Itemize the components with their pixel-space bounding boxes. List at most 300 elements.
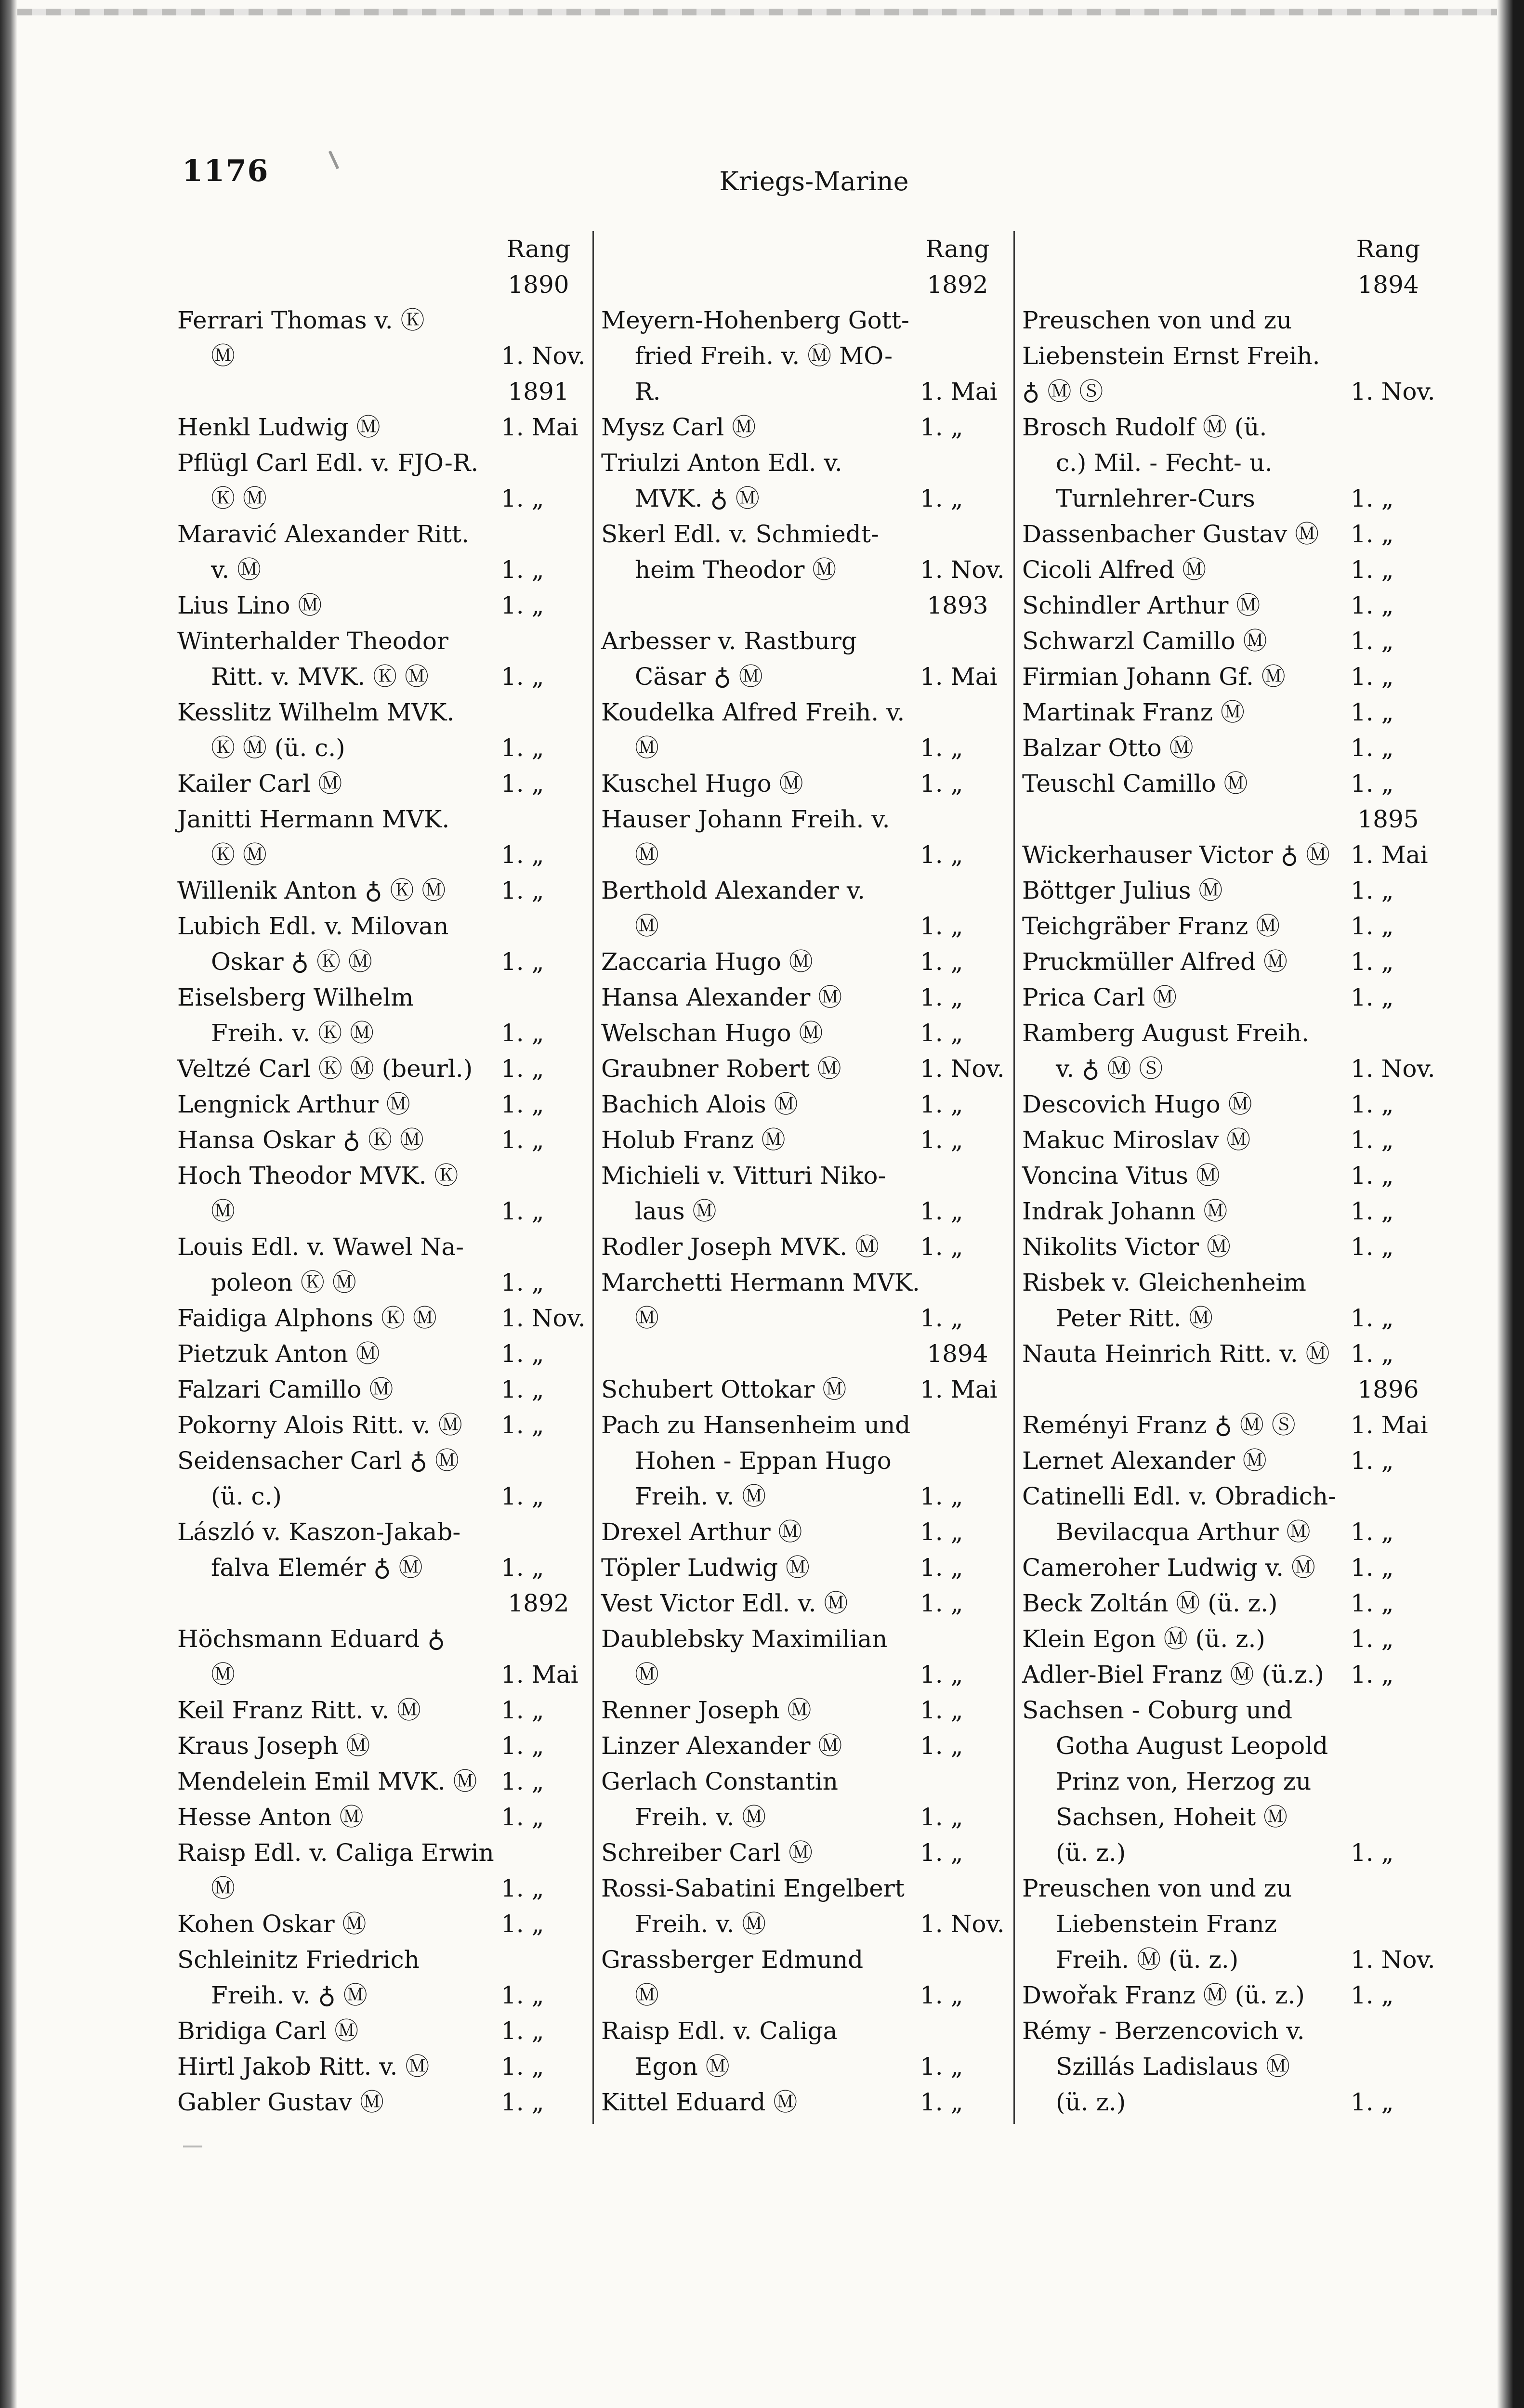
officer-entry: Ⓜ — [635, 734, 659, 762]
year-heading: 1892 — [508, 1589, 569, 1617]
rank-date: 1. „ — [920, 1803, 963, 1831]
rank-date: 1. „ — [1351, 1090, 1394, 1118]
roster-row — [601, 1372, 1006, 1407]
officer-entry: Keil Franz Ritt. v. Ⓜ — [177, 1696, 421, 1724]
rank-date: 1. Mai — [920, 663, 998, 691]
rank-date: 1. „ — [920, 1554, 963, 1582]
rank-date: 1. „ — [1351, 1233, 1394, 1261]
roster-row — [177, 409, 587, 445]
officer-entry: Schubert Ottokar Ⓜ — [601, 1375, 847, 1403]
officer-entry: Lubich Edl. v. Milovan — [177, 912, 449, 940]
roster-row — [601, 588, 1006, 623]
roster-row — [1022, 1657, 1436, 1692]
rank-date: 1. „ — [920, 1233, 963, 1261]
officer-entry: Ⓜ — [635, 912, 659, 940]
rank-date: 1. „ — [920, 2053, 963, 2081]
roster-row — [177, 1977, 587, 2013]
officer-entry: Hansa Alexander Ⓜ — [601, 983, 842, 1011]
rank-date: 1. Nov. — [1351, 378, 1435, 406]
roster-row — [1022, 1229, 1436, 1265]
rank-date: 1. „ — [920, 912, 963, 940]
rank-date: 1. „ — [501, 1126, 544, 1154]
officer-entry: ♁ Ⓜ Ⓢ — [1022, 378, 1104, 406]
roster-row — [1022, 552, 1436, 588]
rank-date: 1. „ — [920, 1839, 963, 1867]
year-heading: 1896 — [1357, 1375, 1419, 1403]
roster-row — [601, 1443, 1006, 1479]
officer-entry: Hansa Oskar ♁ Ⓚ Ⓜ — [177, 1126, 424, 1154]
officer-entry: Risbek v. Gleichenheim — [1022, 1269, 1306, 1296]
officer-entry: Gotha August Leopold — [1056, 1732, 1328, 1760]
roster-row — [177, 1158, 587, 1193]
officer-entry: Freih. v. Ⓜ — [635, 1803, 766, 1831]
roster-row — [1022, 1479, 1436, 1514]
roster-row — [1022, 481, 1436, 516]
roster-row — [601, 409, 1006, 445]
rank-date: 1. „ — [1351, 1625, 1394, 1653]
rank-date: 1. „ — [920, 1482, 963, 1510]
officer-entry: Raisp Edl. v. Caliga Erwin — [177, 1839, 494, 1867]
roster-row — [601, 730, 1006, 766]
officer-entry: Teuschl Camillo Ⓜ — [1022, 770, 1248, 798]
roster-row — [601, 481, 1006, 516]
rank-date: 1. „ — [920, 1518, 963, 1546]
roster-row — [177, 2084, 587, 2120]
roster-row — [601, 2084, 1006, 2120]
roster-row — [1022, 267, 1436, 302]
roster-row — [1022, 1550, 1436, 1585]
roster-row — [1022, 1372, 1436, 1407]
roster-row — [177, 837, 587, 873]
roster-row — [177, 1799, 587, 1835]
officer-entry: Ramberg August Freih. — [1022, 1019, 1309, 1047]
officer-entry: Ⓜ — [211, 342, 235, 370]
year-heading: 1894 — [927, 1340, 988, 1368]
roster-row — [1022, 338, 1436, 374]
roster-row — [601, 2049, 1006, 2084]
roster-row — [601, 552, 1006, 588]
officer-entry: Freih. v. Ⓜ — [635, 1482, 766, 1510]
officer-entry: Kesslitz Wilhelm MVK. — [177, 698, 455, 726]
officer-entry: Meyern-Hohenberg Gott- — [601, 306, 909, 334]
officer-entry: Kraus Joseph Ⓜ — [177, 1732, 370, 1760]
roster-row — [177, 1443, 587, 1479]
officer-entry: Nikolits Victor Ⓜ — [1022, 1233, 1231, 1261]
rank-date: 1. „ — [501, 1197, 544, 1225]
roster-row — [601, 1193, 1006, 1229]
year-heading: 1892 — [927, 271, 988, 299]
roster-row — [177, 873, 587, 908]
roster-row — [177, 659, 587, 694]
roster-row — [177, 1229, 587, 1265]
officer-entry: Descovich Hugo Ⓜ — [1022, 1090, 1252, 1118]
officer-entry: v. ♁ Ⓜ Ⓢ — [1056, 1055, 1163, 1083]
roster-row — [177, 516, 587, 552]
rank-date: 1. Mai — [1351, 1411, 1428, 1439]
roster-row — [177, 801, 587, 837]
roster-row — [601, 1871, 1006, 1906]
rank-date: 1. „ — [1351, 877, 1394, 904]
roster-row — [1022, 873, 1436, 908]
rank-date: 1. „ — [920, 1696, 963, 1724]
officer-entry: Firmian Johann Gf. Ⓜ — [1022, 663, 1286, 691]
officer-entry: Holub Franz Ⓜ — [601, 1126, 786, 1154]
rank-date: 1. „ — [1351, 1197, 1394, 1225]
roster-row — [1022, 1942, 1436, 1977]
roster-row — [1022, 980, 1436, 1015]
roster-row — [177, 1764, 587, 1799]
roster-row — [601, 873, 1006, 908]
rank-date: 1. „ — [920, 1732, 963, 1760]
roster-row — [177, 1585, 587, 1621]
rank-column-header: Rang — [925, 235, 990, 263]
rank-date: 1. „ — [920, 1019, 963, 1047]
scan-top-edge — [17, 9, 1497, 15]
roster-row — [177, 1336, 587, 1372]
rank-date: 1. „ — [501, 591, 544, 619]
officer-entry: Catinelli Edl. v. Obradich- — [1022, 1482, 1337, 1510]
roster-row — [177, 2013, 587, 2049]
officer-entry: Ⓜ — [211, 1874, 235, 1902]
roster-row — [177, 1657, 587, 1692]
rank-date: 1. „ — [920, 770, 963, 798]
officer-entry: Freih. v. Ⓚ Ⓜ — [211, 1019, 374, 1047]
roster-row — [1022, 1799, 1436, 1835]
officer-entry: Preuschen von und zu — [1022, 1874, 1292, 1902]
officer-entry: Rémy - Berzencovich v. — [1022, 2017, 1305, 2045]
rank-date: 1. „ — [501, 2088, 544, 2116]
officer-entry: Lius Lino Ⓜ — [177, 591, 322, 619]
rank-date: 1. „ — [920, 841, 963, 869]
officer-entry: Egon Ⓜ — [635, 2053, 730, 2081]
officer-entry: Eiselsberg Wilhelm — [177, 983, 414, 1011]
roster-row — [601, 1336, 1006, 1372]
rank-date: 1. Nov. — [1351, 1946, 1435, 1974]
roster-row — [601, 623, 1006, 659]
officer-entry: fried Freih. v. Ⓜ MO- — [635, 342, 893, 370]
roster-row — [1022, 409, 1436, 445]
roster-row — [1022, 445, 1436, 481]
rank-date: 1. „ — [501, 734, 544, 762]
rank-date: 1. „ — [1351, 1304, 1394, 1332]
roster-row — [177, 1479, 587, 1514]
roster-row — [177, 766, 587, 801]
officer-entry: Janitti Hermann MVK. — [177, 805, 450, 833]
roster-row — [601, 1942, 1006, 1977]
roster-row — [1022, 801, 1436, 837]
year-heading: 1893 — [927, 591, 988, 619]
rank-date: 1. „ — [920, 948, 963, 976]
roster-row — [1022, 2013, 1436, 2049]
officer-entry: heim Theodor Ⓜ — [635, 556, 837, 584]
rank-date: 1. „ — [501, 1340, 544, 1368]
rank-date: 1. „ — [501, 1482, 544, 1510]
officer-entry: Michieli v. Vitturi Niko- — [601, 1162, 886, 1190]
officer-entry: Töpler Ludwig Ⓜ — [601, 1554, 810, 1582]
officer-entry: Brosch Rudolf Ⓜ (ü. — [1022, 413, 1267, 441]
officer-entry: Gerlach Constantin — [601, 1767, 838, 1795]
roster-row — [1022, 730, 1436, 766]
officer-entry: Daublebsky Maximilian — [601, 1625, 888, 1653]
roster-row — [177, 1514, 587, 1550]
rank-date: 1. „ — [1351, 484, 1394, 512]
officer-entry: Oskar ♁ Ⓚ Ⓜ — [211, 948, 372, 976]
rank-date: 1. „ — [920, 484, 963, 512]
officer-entry: Prinz von, Herzog zu — [1056, 1767, 1312, 1795]
roster-row — [177, 1942, 587, 1977]
officer-entry: Louis Edl. v. Wawel Na- — [177, 1233, 464, 1261]
officer-entry: c.) Mil. - Fecht- u. — [1056, 449, 1273, 477]
roster-row — [601, 1585, 1006, 1621]
rank-date: 1. Nov. — [920, 1055, 1005, 1083]
rank-date: 1. „ — [1351, 948, 1394, 976]
officer-entry: Lengnick Arthur Ⓜ — [177, 1090, 410, 1118]
rank-date: 1. „ — [501, 1910, 544, 1938]
roster-row — [1022, 1977, 1436, 2013]
roster-row — [1022, 1193, 1436, 1229]
roster-row — [601, 1479, 1006, 1514]
rank-date: 1. „ — [1351, 520, 1394, 548]
rank-date: 1. „ — [1351, 1661, 1394, 1688]
officer-entry: Drexel Arthur Ⓜ — [601, 1518, 802, 1546]
roster-row — [1022, 1585, 1436, 1621]
roster-row — [1022, 766, 1436, 801]
officer-entry: Dassenbacher Gustav Ⓜ — [1022, 520, 1319, 548]
roster-row — [1022, 1728, 1436, 1764]
rank-date: 1. „ — [920, 1304, 963, 1332]
rank-date: 1. „ — [501, 770, 544, 798]
officer-entry: Ferrari Thomas v. Ⓚ — [177, 306, 425, 334]
roster-row — [601, 801, 1006, 837]
rank-date: 1. „ — [501, 877, 544, 904]
roster-row — [1022, 231, 1436, 267]
roster-row — [1022, 1835, 1436, 1871]
rank-date: 1. „ — [501, 1019, 544, 1047]
officer-entry: Lernet Alexander Ⓜ — [1022, 1447, 1267, 1475]
officer-entry: Koudelka Alfred Freih. v. — [601, 698, 905, 726]
roster-row — [601, 1300, 1006, 1336]
officer-entry: Gabler Gustav Ⓜ — [177, 2088, 384, 2116]
roster-row — [601, 837, 1006, 873]
roster-row — [177, 338, 587, 374]
officer-entry: Schindler Arthur Ⓜ — [1022, 591, 1261, 619]
rank-date: 1. „ — [920, 983, 963, 1011]
roster-row — [177, 445, 587, 481]
roster-column-2 — [601, 231, 1006, 2158]
rank-date: 1. „ — [1351, 1162, 1394, 1190]
roster-row — [1022, 516, 1436, 552]
rank-date: 1. „ — [501, 1411, 544, 1439]
officer-entry: MVK. ♁ Ⓜ — [635, 484, 760, 512]
roster-row — [1022, 1015, 1436, 1051]
officer-entry: (ü. z.) — [1056, 2088, 1126, 2116]
officer-entry: Bridiga Carl Ⓜ — [177, 2017, 359, 2045]
officer-entry: Bachich Alois Ⓜ — [601, 1090, 798, 1118]
ink-mark — [328, 151, 339, 170]
officer-entry: Seidensacher Carl ♁ Ⓜ — [177, 1447, 459, 1475]
officer-entry: Faidiga Alphons Ⓚ Ⓜ — [177, 1304, 437, 1332]
roster-row — [1022, 2084, 1436, 2120]
officer-entry: poleon Ⓚ Ⓜ — [211, 1269, 356, 1296]
rank-date: 1. „ — [1351, 1589, 1394, 1617]
officer-entry: Triulzi Anton Edl. v. — [601, 449, 842, 477]
roster-row — [601, 659, 1006, 694]
roster-row — [601, 1229, 1006, 1265]
roster-row — [1022, 302, 1436, 338]
roster-row — [1022, 623, 1436, 659]
column-divider — [592, 231, 594, 2124]
rank-date: 1. „ — [501, 1732, 544, 1760]
officer-entry: Hesse Anton Ⓜ — [177, 1803, 364, 1831]
roster-row — [601, 1764, 1006, 1799]
officer-entry: Ⓜ — [635, 841, 659, 869]
roster-row — [177, 1372, 587, 1407]
roster-row — [601, 1799, 1006, 1835]
officer-entry: Teichgräber Franz Ⓜ — [1022, 912, 1280, 940]
roster-row — [601, 944, 1006, 980]
officer-entry: Höchsmann Eduard ♁ — [177, 1625, 445, 1653]
officer-entry: Ⓜ — [211, 1197, 235, 1225]
roster-row — [1022, 1443, 1436, 1479]
roster-row — [601, 1051, 1006, 1086]
roster-row — [177, 1692, 587, 1728]
rank-date: 1. „ — [501, 556, 544, 584]
officer-entry: Falzari Camillo Ⓜ — [177, 1375, 394, 1403]
roster-row — [177, 1051, 587, 1086]
roster-row — [177, 730, 587, 766]
roster-row — [177, 1407, 587, 1443]
year-heading: 1891 — [508, 378, 569, 406]
roster-row — [1022, 374, 1436, 409]
roster-row — [601, 1621, 1006, 1657]
officer-entry: Freih. Ⓜ (ü. z.) — [1056, 1946, 1239, 1974]
rank-date: 1. „ — [1351, 770, 1394, 798]
rank-date: 1. „ — [920, 413, 963, 441]
rank-date: 1. „ — [920, 1126, 963, 1154]
officer-entry: Martinak Franz Ⓜ — [1022, 698, 1245, 726]
roster-row — [1022, 1621, 1436, 1657]
officer-entry: Peter Ritt. Ⓜ — [1056, 1304, 1213, 1332]
roster-row — [177, 1122, 587, 1158]
rank-date: 1. „ — [1351, 1340, 1394, 1368]
officer-entry: Prica Carl Ⓜ — [1022, 983, 1177, 1011]
officer-entry: v. Ⓜ — [211, 556, 262, 584]
column-divider — [1013, 231, 1015, 2124]
roster-row — [177, 1621, 587, 1657]
roster-row — [177, 267, 587, 302]
officer-entry: Berthold Alexander v. — [601, 877, 866, 904]
officer-entry: Voncina Vitus Ⓜ — [1022, 1162, 1220, 1190]
roster-row — [1022, 944, 1436, 980]
officer-entry: Ⓚ Ⓜ — [211, 484, 267, 512]
rank-date: 1. Nov. — [1351, 1055, 1435, 1083]
officer-entry: Veltzé Carl Ⓚ Ⓜ (beurl.) — [177, 1055, 473, 1083]
rank-date: 1. „ — [501, 1055, 544, 1083]
roster-row — [177, 1835, 587, 1871]
rank-date: 1. „ — [501, 1554, 544, 1582]
officer-entry: Preuschen von und zu — [1022, 306, 1292, 334]
officer-entry: László v. Kaszon-Jakab- — [177, 1518, 461, 1546]
roster-row — [177, 588, 587, 623]
officer-entry: Arbesser v. Rastburg — [601, 627, 857, 655]
officer-entry: Reményi Franz ♁ Ⓜ Ⓢ — [1022, 1411, 1296, 1439]
rank-date: 1. „ — [501, 663, 544, 691]
officer-entry: (ü. z.) — [1056, 1839, 1126, 1867]
rank-date: 1. Mai — [920, 1375, 998, 1403]
rank-date: 1. „ — [1351, 556, 1394, 584]
officer-entry: Schleinitz Friedrich — [177, 1946, 420, 1974]
roster-row — [1022, 659, 1436, 694]
page-number: 1176 — [182, 153, 269, 188]
officer-entry: Balzar Otto Ⓜ — [1022, 734, 1194, 762]
officer-entry: Rossi-Sabatini Engelbert — [601, 1874, 905, 1902]
rank-date: 1. „ — [501, 948, 544, 976]
roster-row — [1022, 588, 1436, 623]
scan-edge-left — [0, 0, 17, 2408]
officer-entry: Makuc Miroslav Ⓜ — [1022, 1126, 1251, 1154]
roster-row — [1022, 1336, 1436, 1372]
roster-row — [177, 481, 587, 516]
scan-edge-right — [1497, 0, 1524, 2408]
roster-row — [601, 1906, 1006, 1942]
roster-row — [1022, 1158, 1436, 1193]
officer-entry: Raisp Edl. v. Caliga — [601, 2017, 838, 2045]
rank-date: 1. Nov. — [920, 1910, 1005, 1938]
roster-row — [177, 231, 587, 267]
rank-date: 1. Mai — [501, 413, 578, 441]
officer-entry: Kuschel Hugo Ⓜ — [601, 770, 803, 798]
rank-date: 1. „ — [920, 1981, 963, 2009]
rank-date: 1. „ — [1351, 1839, 1394, 1867]
roster-row — [1022, 1122, 1436, 1158]
officer-entry: Hirtl Jakob Ritt. v. Ⓜ — [177, 2053, 430, 2081]
officer-entry: Liebenstein Ernst Freih. — [1022, 342, 1320, 370]
officer-entry: Freih. v. ♁ Ⓜ — [211, 1981, 368, 2009]
rank-date: 1. „ — [501, 1874, 544, 1902]
rank-date: 1. „ — [1351, 2088, 1394, 2116]
roster-row — [601, 516, 1006, 552]
officer-entry: Grassberger Edmund — [601, 1946, 864, 1974]
officer-entry: Mendelein Emil MVK. Ⓜ — [177, 1767, 477, 1795]
roster-row — [601, 1550, 1006, 1585]
roster-row — [177, 1871, 587, 1906]
rank-date: 1. „ — [1351, 983, 1394, 1011]
roster-column-1 — [177, 231, 587, 2158]
roster-row — [177, 623, 587, 659]
rank-date: 1. „ — [1351, 912, 1394, 940]
rank-date: 1. „ — [920, 1197, 963, 1225]
rank-date: 1. „ — [501, 1981, 544, 2009]
rank-date: 1. Nov. — [501, 342, 586, 370]
officer-entry: Adler-Biel Franz Ⓜ (ü.z.) — [1022, 1661, 1324, 1688]
rank-date: 1. „ — [1351, 627, 1394, 655]
year-heading: 1894 — [1357, 271, 1419, 299]
officer-entry: Hauser Johann Freih. v. — [601, 805, 890, 833]
officer-entry: Pach zu Hansenheim und — [601, 1411, 911, 1439]
rank-date: 1. „ — [920, 734, 963, 762]
officer-entry: Mysz Carl Ⓜ — [601, 413, 756, 441]
roster-row — [177, 374, 587, 409]
officer-entry: Skerl Edl. v. Schmiedt- — [601, 520, 879, 548]
officer-entry: Dwořak Franz Ⓜ (ü. z.) — [1022, 1981, 1305, 2009]
officer-entry: Henkl Ludwig Ⓜ — [177, 413, 381, 441]
roster-row — [601, 1657, 1006, 1692]
officer-entry: Klein Egon Ⓜ (ü. z.) — [1022, 1625, 1265, 1653]
roster-row — [601, 374, 1006, 409]
roster-row — [177, 1086, 587, 1122]
roster-row — [601, 302, 1006, 338]
rank-date: 1. „ — [501, 484, 544, 512]
